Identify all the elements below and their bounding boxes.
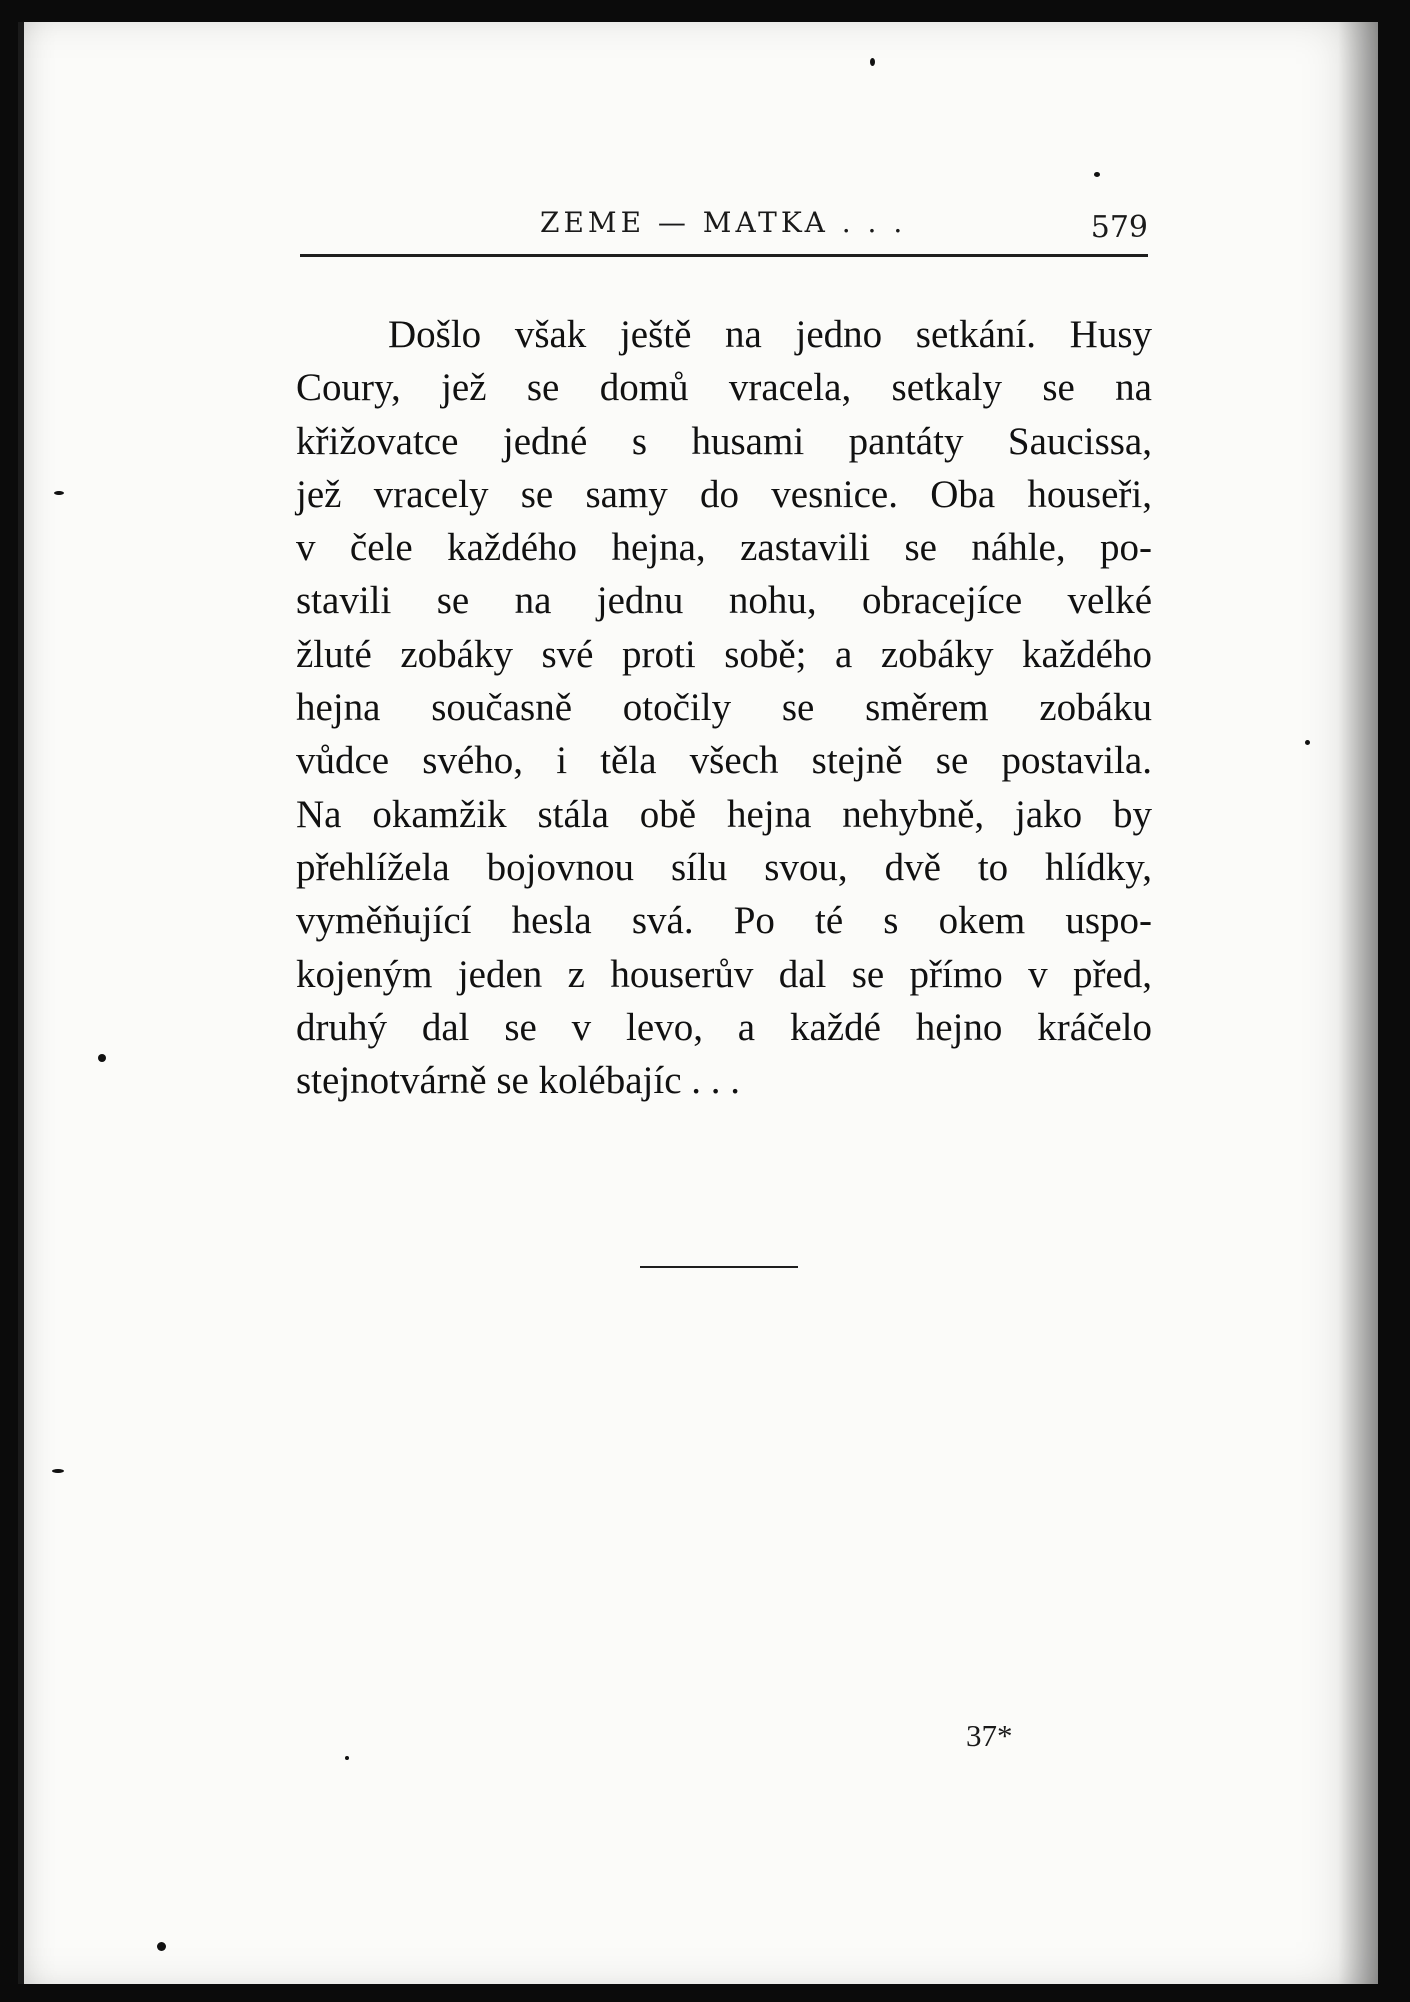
text-line: žluté zobáky své proti sobě; a zobáky každého [296,632,1152,676]
dust-speck [98,1054,106,1062]
binding-edge [18,22,24,1984]
page-number: 579 [1090,210,1148,245]
text-line: stejnotvárně se kolébajíc . . . [296,1059,741,1103]
dust-speck [1094,172,1100,177]
page-edge-shadow [1338,22,1378,1984]
text-line: Došlo však ještě na jedno setkání. Husy [388,313,1152,356]
text-line: Coury, jež se domů vracela, setkaly se na [296,366,1152,410]
end-rule [640,1266,798,1268]
text-line: jež vracely se samy do vesnice. Oba houseři, [296,472,1152,516]
header-rule [300,254,1148,257]
dust-speck [1305,740,1310,745]
text-line: přehlížela bojovnou sílu svou, dvě to hlídky, [296,845,1152,889]
text-line: vyměňující hesla svá. Po té s okem uspo- [296,899,1152,943]
dust-speck [52,1469,64,1473]
signature-mark: 37* [966,1718,1013,1753]
text-line: křižovatce jedné s husami pantáty Saucissa, [296,419,1152,463]
dust-speck [54,491,64,495]
dust-speck [870,58,875,66]
text-line: Na okamžik stála obě hejna nehybně, jako by [296,792,1152,836]
running-title: ZEME — MATKA . . . [540,206,907,239]
dust-speck [157,1942,166,1951]
text-line: vůdce svého, i těla všech stejně se postavila. [296,739,1152,783]
text-line: kojeným jeden z houserův dal se přímo v před, [296,952,1152,996]
dust-speck [345,1756,349,1760]
text-line: hejna současně otočily se směrem zobáku [296,686,1152,730]
text-line: druhý dal se v levo, a každé hejno kráčelo [296,1005,1152,1049]
text-line: stavili se na jednu nohu, obracejíce velké [296,579,1152,623]
body-paragraph [296,308,1152,1107]
running-head [300,202,1148,252]
text-line: v čele každého hejna, zastavili se náhle, po- [296,526,1152,570]
